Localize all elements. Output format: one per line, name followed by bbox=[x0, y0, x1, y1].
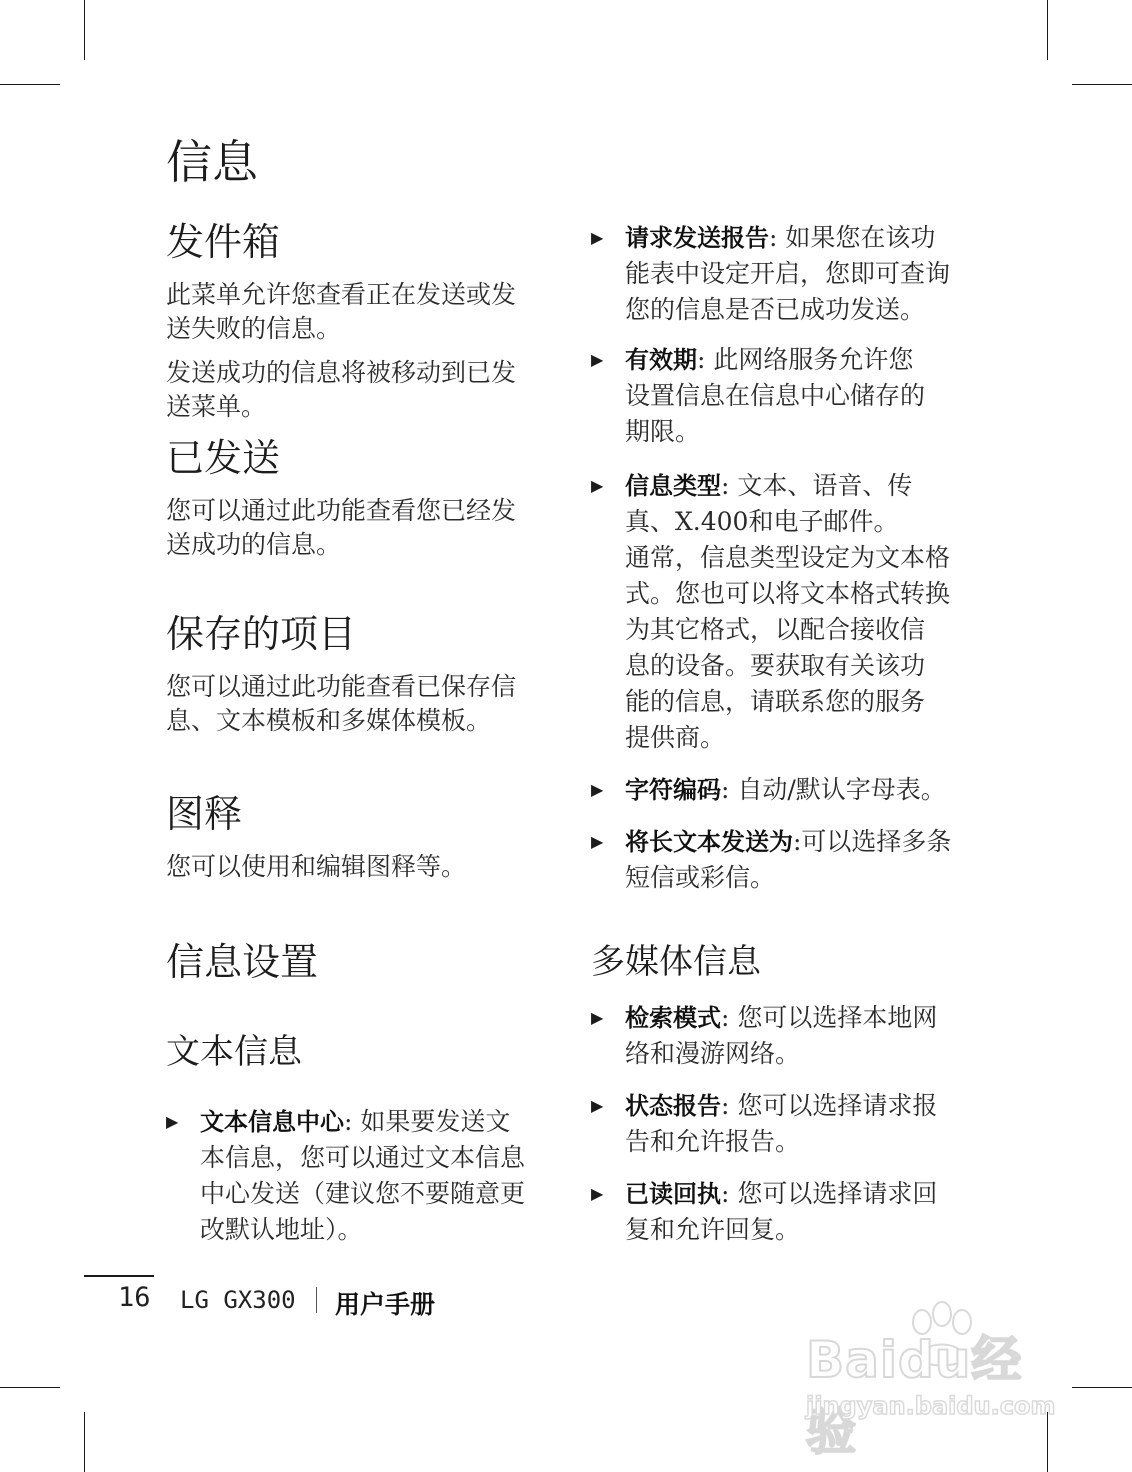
page-title: 信息 bbox=[166, 135, 258, 189]
crop-mark-bottom-left-vertical bbox=[84, 1412, 85, 1472]
message-settings-heading: 信息设置 bbox=[166, 940, 319, 984]
text-message-subheading: 文本信息 bbox=[166, 1032, 302, 1072]
bullet-triangle-icon: ▶ bbox=[591, 1096, 604, 1115]
bullet-triangle-icon: ▶ bbox=[591, 780, 604, 799]
bullet-triangle-icon: ▶ bbox=[591, 1008, 604, 1027]
outbox-paragraph-2: 发送成功的信息将被移动到已发 送菜单。 bbox=[166, 358, 517, 421]
footer-manual-title: 用户手册 bbox=[335, 1290, 436, 1319]
bullet-triangle-icon: ▶ bbox=[591, 350, 604, 369]
emoticons-heading: 图释 bbox=[166, 792, 243, 836]
crop-mark-top-left-horizontal bbox=[0, 84, 60, 85]
outbox-paragraph-1: 此菜单允许您查看正在发送或发 送失败的信息。 bbox=[166, 280, 517, 343]
bullet-triangle-icon: ▶ bbox=[166, 1112, 179, 1131]
outbox-heading: 发件箱 bbox=[166, 220, 281, 264]
sent-paragraph: 您可以通过此功能查看您已经发 送成功的信息。 bbox=[166, 496, 517, 559]
saved-items-paragraph: 您可以通过此功能查看已保存信 息、文本模板和多媒体模板。 bbox=[166, 672, 517, 735]
crop-mark-top-right-vertical bbox=[1047, 0, 1048, 60]
sent-heading: 已发送 bbox=[166, 436, 281, 480]
crop-mark-top-right-horizontal bbox=[1072, 84, 1132, 85]
multimedia-message-subheading: 多媒体信息 bbox=[591, 942, 761, 982]
baidu-watermark bbox=[800, 1300, 1070, 1461]
crop-mark-bottom-right-horizontal bbox=[1072, 1387, 1132, 1388]
watermark-url: jingyan.baidu.com bbox=[806, 1392, 1056, 1420]
footer-separator bbox=[316, 1287, 317, 1313]
bullet-triangle-icon: ▶ bbox=[591, 228, 604, 247]
saved-items-heading: 保存的项目 bbox=[166, 612, 357, 656]
footer-rule bbox=[84, 1275, 154, 1277]
bullet-triangle-icon: ▶ bbox=[591, 476, 604, 495]
watermark-logo: Baidu经验 bbox=[806, 1331, 1023, 1461]
emoticons-paragraph: 您可以使用和编辑图释等。 bbox=[166, 852, 467, 881]
bullet-triangle-icon: ▶ bbox=[591, 832, 604, 851]
page-number: 16 bbox=[118, 1282, 151, 1313]
footer-model-name: LG GX300 bbox=[180, 1286, 296, 1314]
bullet-triangle-icon: ▶ bbox=[591, 1184, 604, 1203]
crop-mark-top-left-vertical bbox=[84, 0, 85, 60]
crop-mark-bottom-left-horizontal bbox=[0, 1387, 60, 1388]
